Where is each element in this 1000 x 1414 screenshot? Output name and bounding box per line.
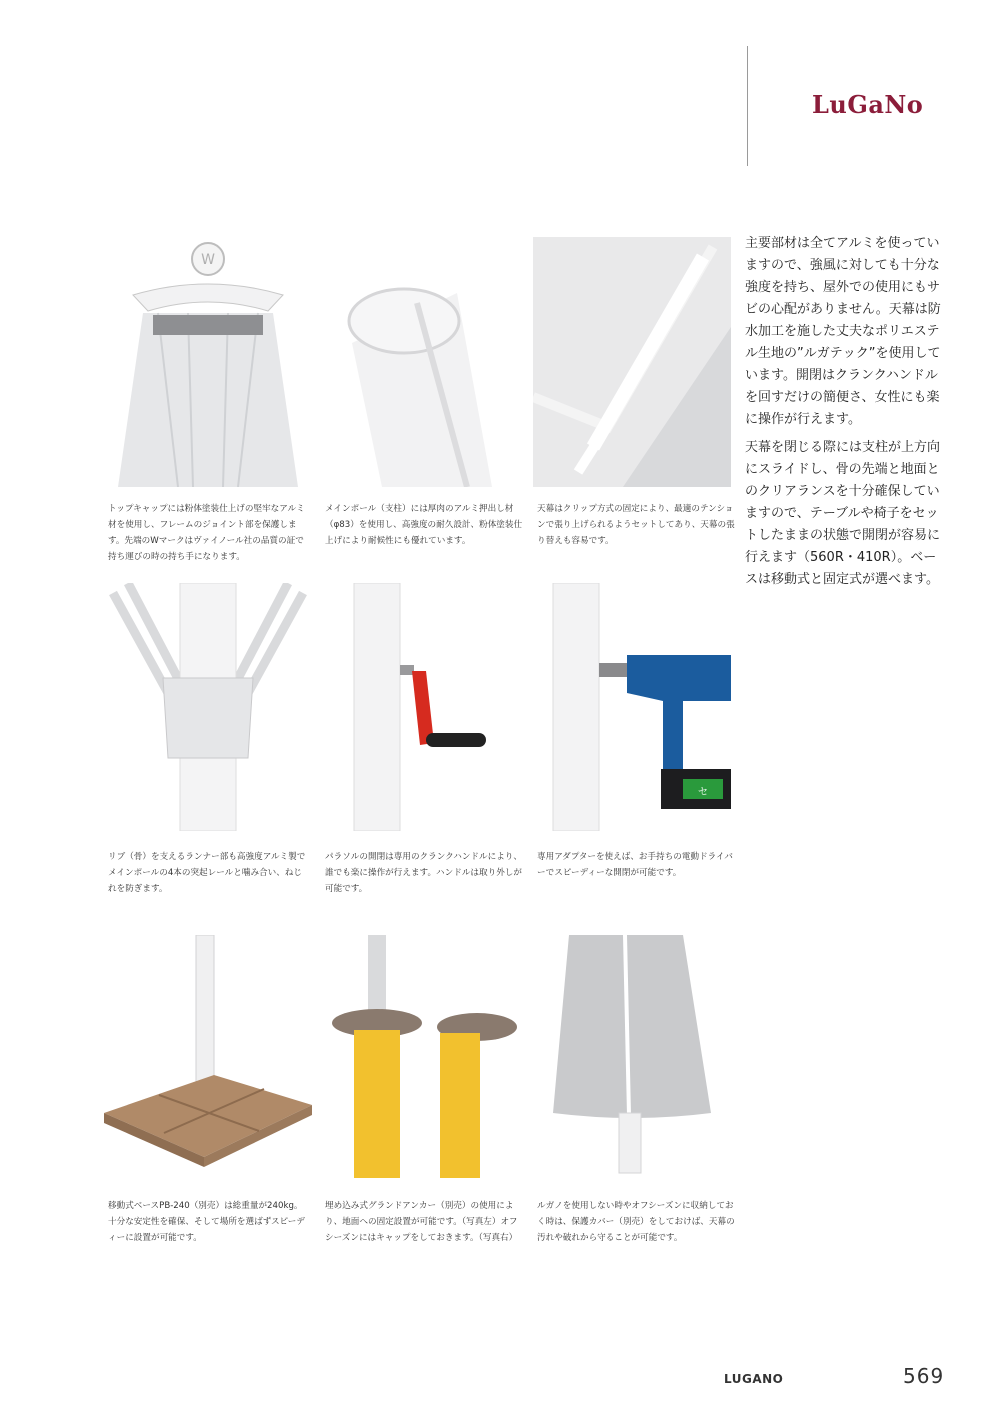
caption-canopy-clip: 天幕はクリップ方式の固定により、最適のテンションで張り上げられるようセットしてあり、天幕の張り替えも容易です。 [537, 504, 735, 546]
footer-brand: LUGANO [724, 1372, 784, 1386]
intro-text [745, 233, 945, 597]
photo-main-pole [322, 233, 522, 487]
caption-mobile-base: 移動式ベースPB-240（別売）は総重量が240kg。十分な安定性を確保、そして場所を選ばずスピーディーに設置が可能です。 [108, 1201, 305, 1243]
caption-main-pole: メインポール（支柱）には厚肉のアルミ押出し材（φ83）を使用し、高強度の耐久設計、粉体塗装仕上げにより耐候性にも優れています。 [325, 504, 523, 546]
photo-canopy-clip [533, 237, 731, 487]
caption-top-cap: トップキャップには粉体塗装仕上げの堅牢なアルミ材を使用し、フレームのジョイント部を保護します。先端のWマークはヴァイノール社の品質の証で持ち運びの時の持ち手になります。 [108, 504, 305, 562]
caption-electric-driver: 専用アダプターを使えば、お手持ちの電動ドライバーでスピーディーな開閉が可能です。 [537, 852, 734, 878]
photo-electric-driver [533, 583, 731, 831]
photo-protective-cover [533, 935, 731, 1181]
photo-mobile-base [104, 935, 312, 1181]
intro-paragraph-1: 主要部材は全てアルミを使っていますので、強風に対しても十分な強度を持ち、屋外での使用にもサビの心配がありません。天幕は防水加工を施した丈夫なポリエステル生地の”ルガテック”を使用しています。開閉はクランクハンドルを回すだけの簡便さ、女性にも楽に操作が行えます。 [745, 236, 941, 427]
page-number: 569 [903, 1364, 945, 1388]
brand-logo: LuGaNo [812, 90, 924, 119]
drill-battery-label: セ [698, 787, 708, 798]
caption-runner: リブ（骨）を支えるランナー部も高強度アルミ製でメインポールの4本の突起レールと噛み合い、ねじれを防ぎます。 [108, 852, 306, 894]
svg-text:W: W [201, 252, 215, 268]
photo-ground-anchor [322, 935, 522, 1181]
header-divider-line [747, 46, 748, 166]
photo-top-cap [108, 233, 308, 487]
caption-ground-anchor: 埋め込み式グランドアンカー（別売）の使用により、地面への固定設置が可能です。（写真左）オフシーズンにはキャップをしておきます。（写真右） [325, 1201, 518, 1243]
intro-paragraph-2: 天幕を閉じる際には支柱が上方向にスライドし、骨の先端と地面とのクリアランスを十分確保していますので、テーブルや椅子をセットしたままの状態で開閉が容易に行えます（560R・410R）。ベースは移動式と固定式が選べます。 [745, 440, 941, 587]
caption-crank-handle: パラソルの開閉は専用のクランクハンドルにより、誰でも楽に操作が行えます。ハンドルは取り外しが可能です。 [325, 852, 522, 894]
photo-runner [108, 583, 308, 831]
photo-crank-handle [322, 583, 522, 831]
caption-protective-cover: ルガノを使用しない時やオフシーズンに収納しておく時は、保護カバー（別売）をしておけば、天幕の汚れや破れから守ることが可能です。 [537, 1201, 735, 1243]
